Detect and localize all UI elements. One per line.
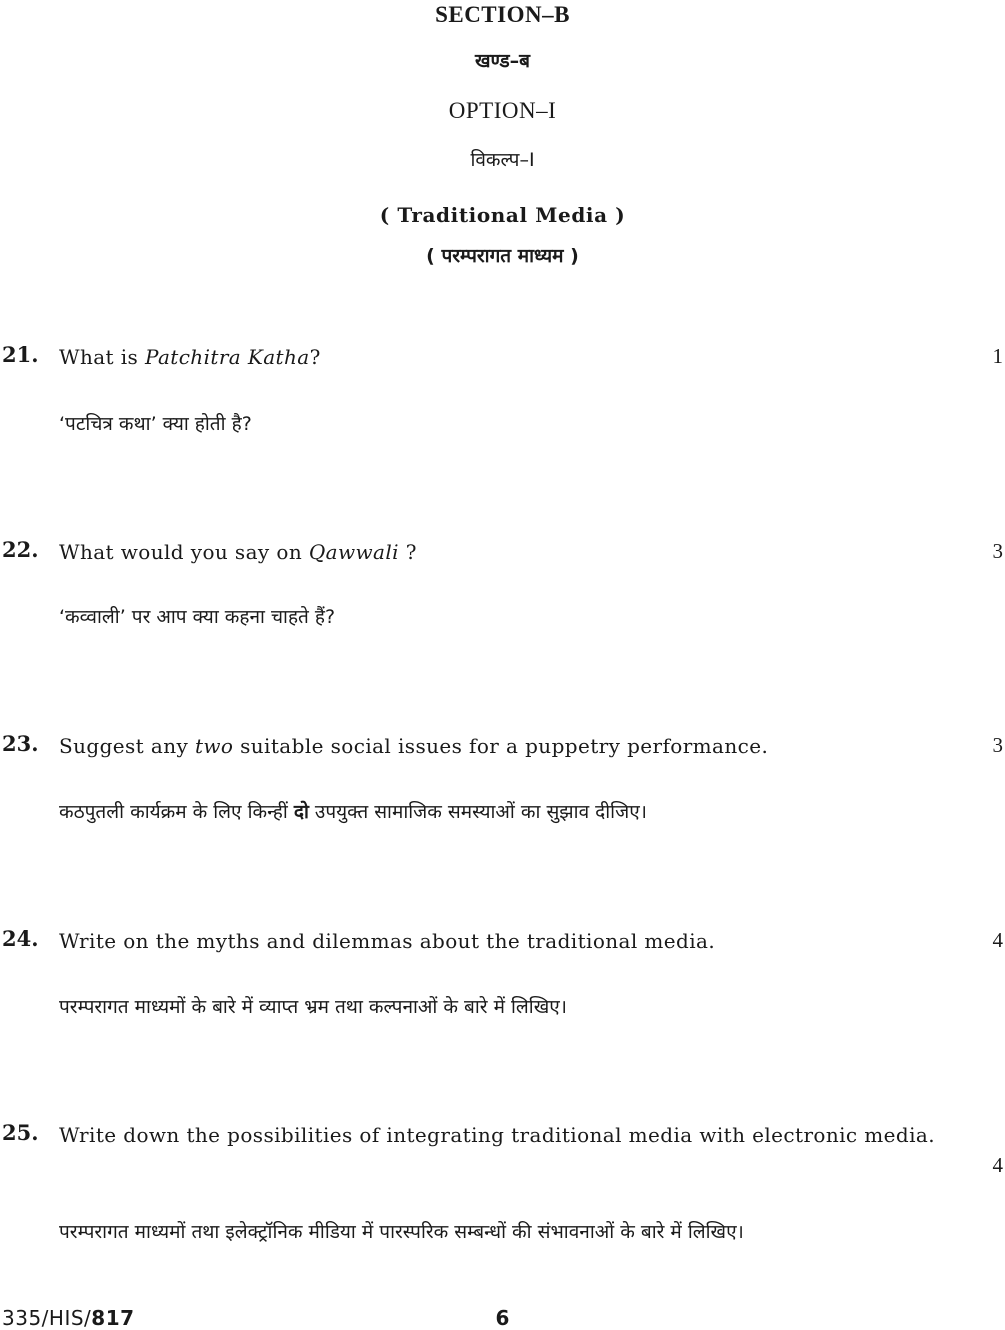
topic-title: ( Traditional Media ) (379, 203, 626, 227)
question-text (59, 342, 947, 373)
question-text-part: What would you say on (59, 540, 309, 564)
question-text-italic: Qawwali (308, 540, 399, 564)
question-text-part: Suggest any (59, 734, 195, 758)
question-number: 23. (2, 731, 39, 756)
paper-code-prefix: 335/HIS/ (2, 1306, 92, 1330)
question-text-hindi: परम्परागत माध्यमों के बारे में व्याप्त भ्रम तथा कल्पनाओं के बारे में लिखिए। (59, 996, 567, 1018)
question-marks: 1 (992, 344, 1003, 368)
section-title-hindi: खण्ड–ब (474, 50, 531, 72)
section-title: SECTION–B (435, 2, 570, 27)
question-marks: 3 (992, 539, 1003, 563)
question-text-italic: two (194, 734, 234, 758)
question-text-hindi: ‘पटचित्र कथा’ क्या होती है? (59, 413, 252, 435)
question-number: 22. (2, 537, 39, 562)
paper-code-number: 817 (91, 1306, 135, 1330)
hindi-text-part: उपयुक्त सामाजिक समस्याओं का सुझाव दीजिए। (308, 801, 647, 823)
option-title-hindi: विकल्प–I (470, 149, 535, 171)
question-marks: 4 (992, 928, 1003, 952)
question-text (59, 537, 947, 568)
question-text: Write down the possibilities of integrating traditional media with electronic media. (59, 1123, 935, 1147)
hindi-text-bold: दो (293, 801, 309, 823)
question-text-hindi: ‘कव्वाली’ पर आप क्या कहना चाहते हैं? (59, 606, 336, 628)
page-number: 6 (495, 1306, 510, 1330)
topic-title-hindi: ( परम्परागत माध्यम ) (426, 245, 579, 267)
question-marks: 4 (992, 1153, 1003, 1177)
question-number: 21. (2, 342, 39, 367)
question-number: 24. (2, 926, 39, 951)
option-title: OPTION–I (448, 98, 557, 123)
question-number: 25. (2, 1120, 39, 1145)
question-text-part: suitable social issues for a puppetry performance. (233, 734, 769, 758)
hindi-text-part: कठपुतली कार्यक्रम के लिए किन्हीं (59, 801, 294, 823)
question-text-part: What is (59, 345, 145, 369)
question-text (59, 731, 947, 762)
question-text-part: ? (398, 540, 417, 564)
question-text-hindi (59, 798, 647, 824)
question-text: Write on the myths and dilemmas about the traditional media. (59, 929, 716, 953)
question-marks: 3 (992, 733, 1003, 757)
question-text-part: ? (309, 345, 321, 369)
question-text-italic: Patchitra Katha (144, 345, 310, 369)
question-text-hindi: परम्परागत माध्यमों तथा इलेक्ट्रॉनिक मीडिया में पारस्परिक सम्बन्धों की संभावनाओं के बारे में लिखिए। (59, 1221, 744, 1243)
